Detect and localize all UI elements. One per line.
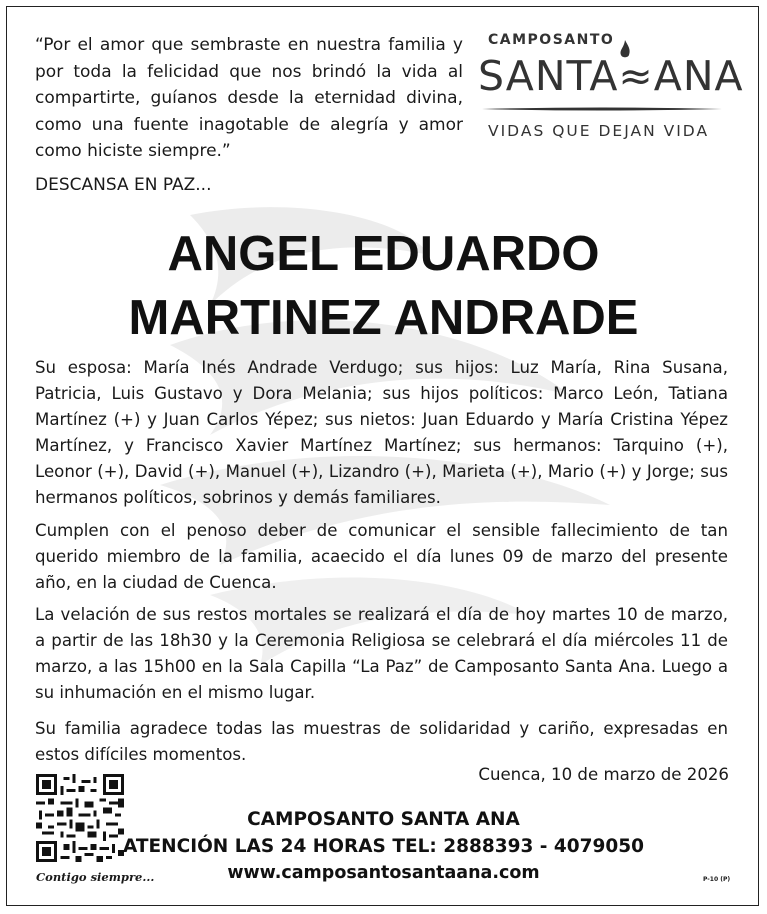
family-paragraph: Su esposa: María Inés Andrade Verdugo; sus hijos: Luz María, Rina Susana, Patricia, Luis Gustavo y Dora Melania; sus hijos políticos: Marco León, Tatiana Martínez (+) y Juan Carlos Yépez; sus nietos: Juan Eduardo y María Cristina Yépez Martínez, y Francisco Xavier Martínez Martínez; sus hermanos: Tarquino (+), Leonor (+), David (+), Manuel (+), Lizandro (+), Marieta (+), Mario (+) y Jorge; sus hermanos políticos, sobrinos y demás familiares. xyxy=(35,358,728,507)
logo-divider xyxy=(482,107,722,111)
footer xyxy=(0,806,767,887)
gratitude-paragraph: Su familia agradece todas las muestras de solidaridad y cariño, expresadas en estos difíciles momentos. xyxy=(35,719,728,764)
ceremony-paragraph: La velación de sus restos mortales se realizará el día de hoy martes 10 de marzo, a partir de las 18h30 y la Ceremonia Religiosa se celebrará el día miércoles 11 de marzo, a las 15h00 en la Sala Capilla “La Paz” de Camposanto Santa Ana. Luego a su inhumación en el mismo lugar. xyxy=(35,605,728,702)
deceased-name-line-2: MARTINEZ ANDRADE xyxy=(128,291,639,345)
memorial-quote: “Por el amor que sembraste en nuestra familia y por toda la felicidad que nos brindó la vida al compartirte, guíanos desde la eternidad divina, como una fuente inagotable de alegría y amor como hiciste siempre.” xyxy=(35,35,463,161)
deceased-name-line-1: ANGEL EDUARDO xyxy=(167,227,600,281)
camposanto-logo xyxy=(478,30,744,145)
footer-phone: ATENCIÓN LAS 24 HORAS TEL: 2888393 - 4079050 xyxy=(123,836,644,857)
footer-website[interactable]: www.camposantosantaana.com xyxy=(227,863,540,883)
logo-tagline: VIDAS QUE DEJAN VIDA xyxy=(488,122,710,140)
notice-date: Cuenca, 10 de marzo de 2026 xyxy=(478,765,729,784)
announcement-paragraph: Cumplen con el penoso deber de comunicar el sensible fallecimiento de tan querido miembro de la familia, acaecido el día lunes 09 de marzo del presente año, en la ciudad de Cuenca. xyxy=(35,521,728,592)
logo-name: SANTA≈ANA xyxy=(478,52,744,100)
slogan: Contigo siempre... xyxy=(36,870,155,884)
deceased-name xyxy=(0,222,767,350)
footer-company: CAMPOSANTO SANTA ANA xyxy=(247,809,520,830)
publication-code: P-10 (P) xyxy=(703,876,731,883)
logo-top-text: CAMPOSANTO xyxy=(488,32,615,48)
rest-in-peace: DESCANSA EN PAZ... xyxy=(35,175,212,195)
